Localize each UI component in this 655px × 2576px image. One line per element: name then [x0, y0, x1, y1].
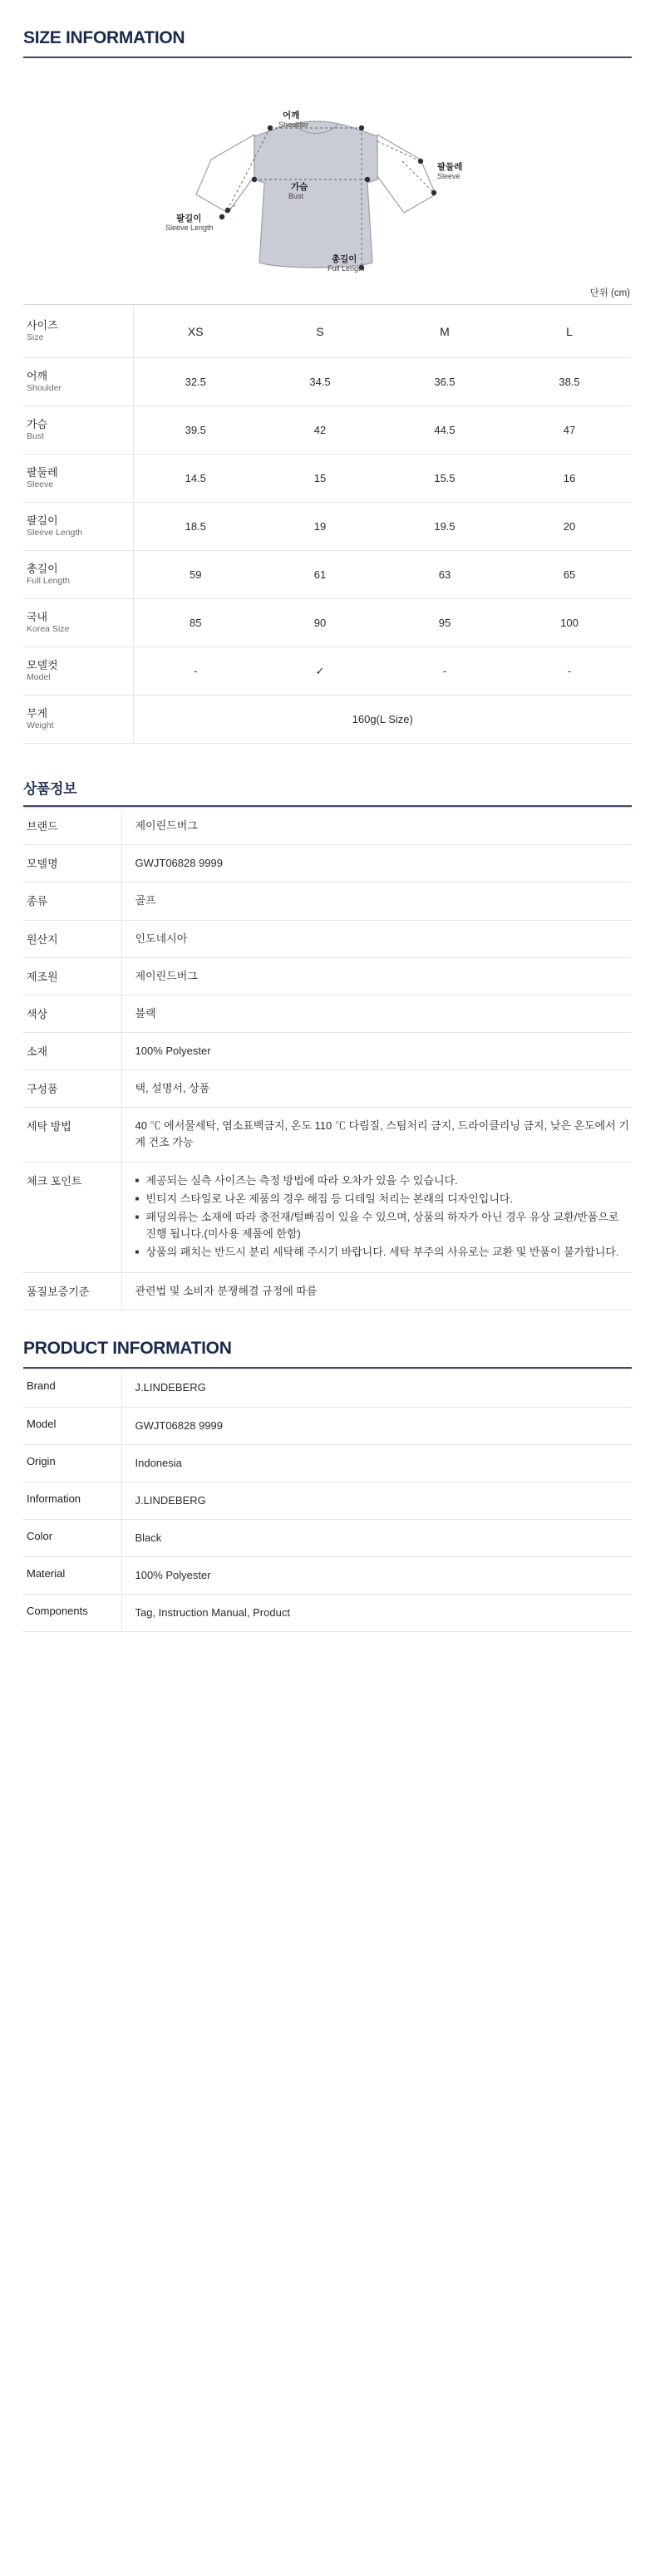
- table-row: [23, 845, 632, 882]
- list-item: ■ 제공되는 실측 사이즈는 측정 방법에 따라 오차가 있을 수 있습니다.: [135, 1172, 633, 1189]
- table-row: [23, 1369, 632, 1407]
- label-full-length-kr: 총길이: [332, 254, 357, 264]
- table-row: [23, 503, 632, 551]
- label-category: 종류: [23, 882, 121, 920]
- label-information-en: Information: [23, 1482, 121, 1519]
- value-material-en: 100% Polyester: [121, 1557, 632, 1595]
- table-row: [23, 1407, 632, 1444]
- cell-sleeve-m: 15.5: [382, 455, 507, 503]
- value-material: 100% Polyester: [121, 1032, 632, 1069]
- cell-bust-s: 42: [258, 406, 382, 455]
- row-head-sleeve: 팔둘레 Sleeve: [23, 455, 133, 503]
- cell-shoulder-l: 38.5: [507, 358, 632, 406]
- size-information-title: SIZE INFORMATION: [23, 28, 185, 47]
- cell-model-m: -: [382, 647, 507, 696]
- label-sleeve-length-kr: 팔길이: [176, 214, 202, 224]
- cell-model-l: -: [507, 647, 632, 696]
- value-brand-en: J.LINDEBERG: [121, 1369, 632, 1407]
- label-bust-kr: 가슴: [291, 182, 308, 192]
- row-head-korea-size: 국내 Korea Size: [23, 599, 133, 647]
- value-model-name: GWJT06828 9999: [121, 845, 632, 882]
- garment-measurement-diagram: [23, 70, 632, 284]
- cell-sleeve-xs: 14.5: [133, 455, 258, 503]
- cell-sleeve-l: 16: [507, 455, 632, 503]
- cell-model-xs: -: [133, 647, 258, 696]
- table-row: [23, 1557, 632, 1595]
- header-size-en: Size: [27, 332, 44, 343]
- left-sleeve-shape: [196, 135, 254, 213]
- unit-note: 단위 (cm): [589, 288, 630, 298]
- cell-full-length-m: 63: [382, 551, 507, 599]
- cell-korea-size-xs: 85: [133, 599, 258, 647]
- value-manufacturer: 제이린드버그: [121, 957, 632, 995]
- bottom-spacer: [23, 1632, 632, 1654]
- table-row: [23, 551, 632, 599]
- table-row: [23, 599, 632, 647]
- table-row: [23, 1273, 632, 1310]
- label-full-length-en: Full Length: [328, 264, 365, 273]
- label-components-en: Components: [23, 1595, 121, 1632]
- table-row: [23, 647, 632, 696]
- cell-full-length-s: 61: [258, 551, 382, 599]
- right-sleeve-shape: [377, 135, 436, 213]
- cell-korea-size-s: 90: [258, 599, 382, 647]
- cell-sleeve-length-xs: 18.5: [133, 503, 258, 551]
- cell-full-length-l: 65: [507, 551, 632, 599]
- cell-korea-size-l: 100: [507, 599, 632, 647]
- table-row: [23, 696, 632, 744]
- label-shoulder-kr: 어깨: [283, 111, 300, 120]
- table-row: [23, 1519, 632, 1556]
- value-origin: 인도네시아: [121, 920, 632, 957]
- cell-bust-l: 47: [507, 406, 632, 455]
- table-row: [23, 406, 632, 455]
- product-info-en-table: [23, 1369, 632, 1632]
- table-row: [23, 1032, 632, 1069]
- list-item: ■ 빈티지 스타일로 나온 제품의 경우 해짐 등 디테일 처리는 본래의 디자인입니다.: [135, 1191, 633, 1207]
- cell-sleeve-s: 15: [258, 455, 382, 503]
- row-head-full-length: 총길이 Full Length: [23, 551, 133, 599]
- label-check-point: 체크 포인트: [23, 1162, 121, 1273]
- size-column-xs: XS: [133, 305, 258, 358]
- cell-bust-xs: 39.5: [133, 406, 258, 455]
- table-row: [23, 1108, 632, 1162]
- product-info-kr-table: [23, 807, 632, 1310]
- label-bust-en: Bust: [288, 192, 304, 200]
- label-manufacturer: 제조원: [23, 957, 121, 995]
- row-head-weight: 무게 Weight: [23, 696, 133, 744]
- cell-sleeve-length-l: 20: [507, 503, 632, 551]
- table-row: [23, 1595, 632, 1632]
- label-model-en: Model: [23, 1407, 121, 1444]
- table-row: [23, 1444, 632, 1482]
- table-row: [23, 920, 632, 957]
- tshirt-diagram-svg: [128, 70, 527, 279]
- row-head-bust: 가슴 Bust: [23, 406, 133, 455]
- header-size-kr: 사이즈: [27, 319, 58, 332]
- size-column-l: L: [507, 305, 632, 358]
- label-origin: 원산지: [23, 920, 121, 957]
- cell-weight-value: 160g(L Size): [133, 696, 632, 744]
- list-item: ■ 상품의 패치는 반드시 분리 세탁해 주시기 바랍니다. 세탁 부주의 사유로는 교환 및 반품이 불가합니다.: [135, 1244, 633, 1261]
- cell-model-s: ✓: [258, 647, 382, 696]
- label-color: 색상: [23, 995, 121, 1032]
- value-check-point: [121, 1162, 632, 1273]
- table-row: [23, 882, 632, 920]
- row-head-sleeve-length: 팔길이 Sleeve Length: [23, 503, 133, 551]
- value-color: 블랙: [121, 995, 632, 1032]
- label-shoulder-en: Shoulder: [278, 120, 309, 129]
- check-point-list: [135, 1172, 633, 1261]
- label-sleeve-en: Sleeve: [437, 172, 460, 180]
- product-info-kr-title: 상품정보: [23, 781, 77, 798]
- table-row: [23, 1482, 632, 1519]
- size-table-header-row: [23, 305, 632, 358]
- value-components-en: Tag, Instruction Manual, Product: [121, 1595, 632, 1632]
- table-row: [23, 808, 632, 845]
- label-material: 소재: [23, 1032, 121, 1069]
- label-model-name: 모델명: [23, 845, 121, 882]
- cell-bust-m: 44.5: [382, 406, 507, 455]
- value-model-en: GWJT06828 9999: [121, 1407, 632, 1444]
- label-sleeve-length-en: Sleeve Length: [165, 224, 214, 232]
- label-origin-en: Origin: [23, 1444, 121, 1482]
- value-brand: 제이린드버그: [121, 808, 632, 845]
- label-washing-method: 세탁 방법: [23, 1108, 121, 1162]
- label-material-en: Material: [23, 1557, 121, 1595]
- row-head-shoulder: 어깨 Shoulder: [23, 358, 133, 406]
- table-row: [23, 957, 632, 995]
- value-warranty: 관련법 및 소비자 분쟁해결 규정에 따름: [121, 1273, 632, 1310]
- cell-sleeve-length-s: 19: [258, 503, 382, 551]
- size-information-divider: [23, 57, 632, 58]
- size-column-m: M: [382, 305, 507, 358]
- table-row: [23, 1070, 632, 1108]
- value-color-en: Black: [121, 1519, 632, 1556]
- cell-korea-size-m: 95: [382, 599, 507, 647]
- size-table-header-size: [23, 305, 133, 358]
- table-row: [23, 455, 632, 503]
- value-components: 택, 설명서, 상품: [121, 1070, 632, 1108]
- label-sleeve-kr: 팔둘레: [437, 162, 463, 172]
- table-row: [23, 995, 632, 1032]
- table-row: [23, 358, 632, 406]
- table-row: [23, 1162, 632, 1273]
- cell-full-length-xs: 59: [133, 551, 258, 599]
- cell-sleeve-length-m: 19.5: [382, 503, 507, 551]
- value-washing-method: 40 ℃ 에서물세탁, 염소표백금지, 온도 110 ℃ 다림질, 스팀처리 금지, 드라이클리닝 금지, 낮은 온도에서 기계 건조 가능: [121, 1108, 632, 1162]
- value-origin-en: Indonesia: [121, 1444, 632, 1482]
- label-color-en: Color: [23, 1519, 121, 1556]
- list-item: ■ 패딩의류는 소재에 따라 충전재/털빠짐이 있을 수 있으며, 상품의 하자가 아닌 경우 유상 교환/반품으로 진행 됩니다.(미사용 제품에 한함): [135, 1209, 633, 1242]
- shirt-body-shape: [254, 121, 377, 268]
- cell-shoulder-m: 36.5: [382, 358, 507, 406]
- row-head-model: 모델컷 Model: [23, 647, 133, 696]
- label-components: 구성품: [23, 1070, 121, 1108]
- label-brand-en: Brand: [23, 1369, 121, 1407]
- size-table: [23, 304, 632, 744]
- product-information-title: PRODUCT INFORMATION: [23, 1339, 232, 1359]
- cell-shoulder-xs: 32.5: [133, 358, 258, 406]
- label-brand: 브랜드: [23, 808, 121, 845]
- size-column-s: S: [258, 305, 382, 358]
- value-information-en: J.LINDEBERG: [121, 1482, 632, 1519]
- label-warranty: 품질보증기준: [23, 1273, 121, 1310]
- value-category: 골프: [121, 882, 632, 920]
- cell-shoulder-s: 34.5: [258, 358, 382, 406]
